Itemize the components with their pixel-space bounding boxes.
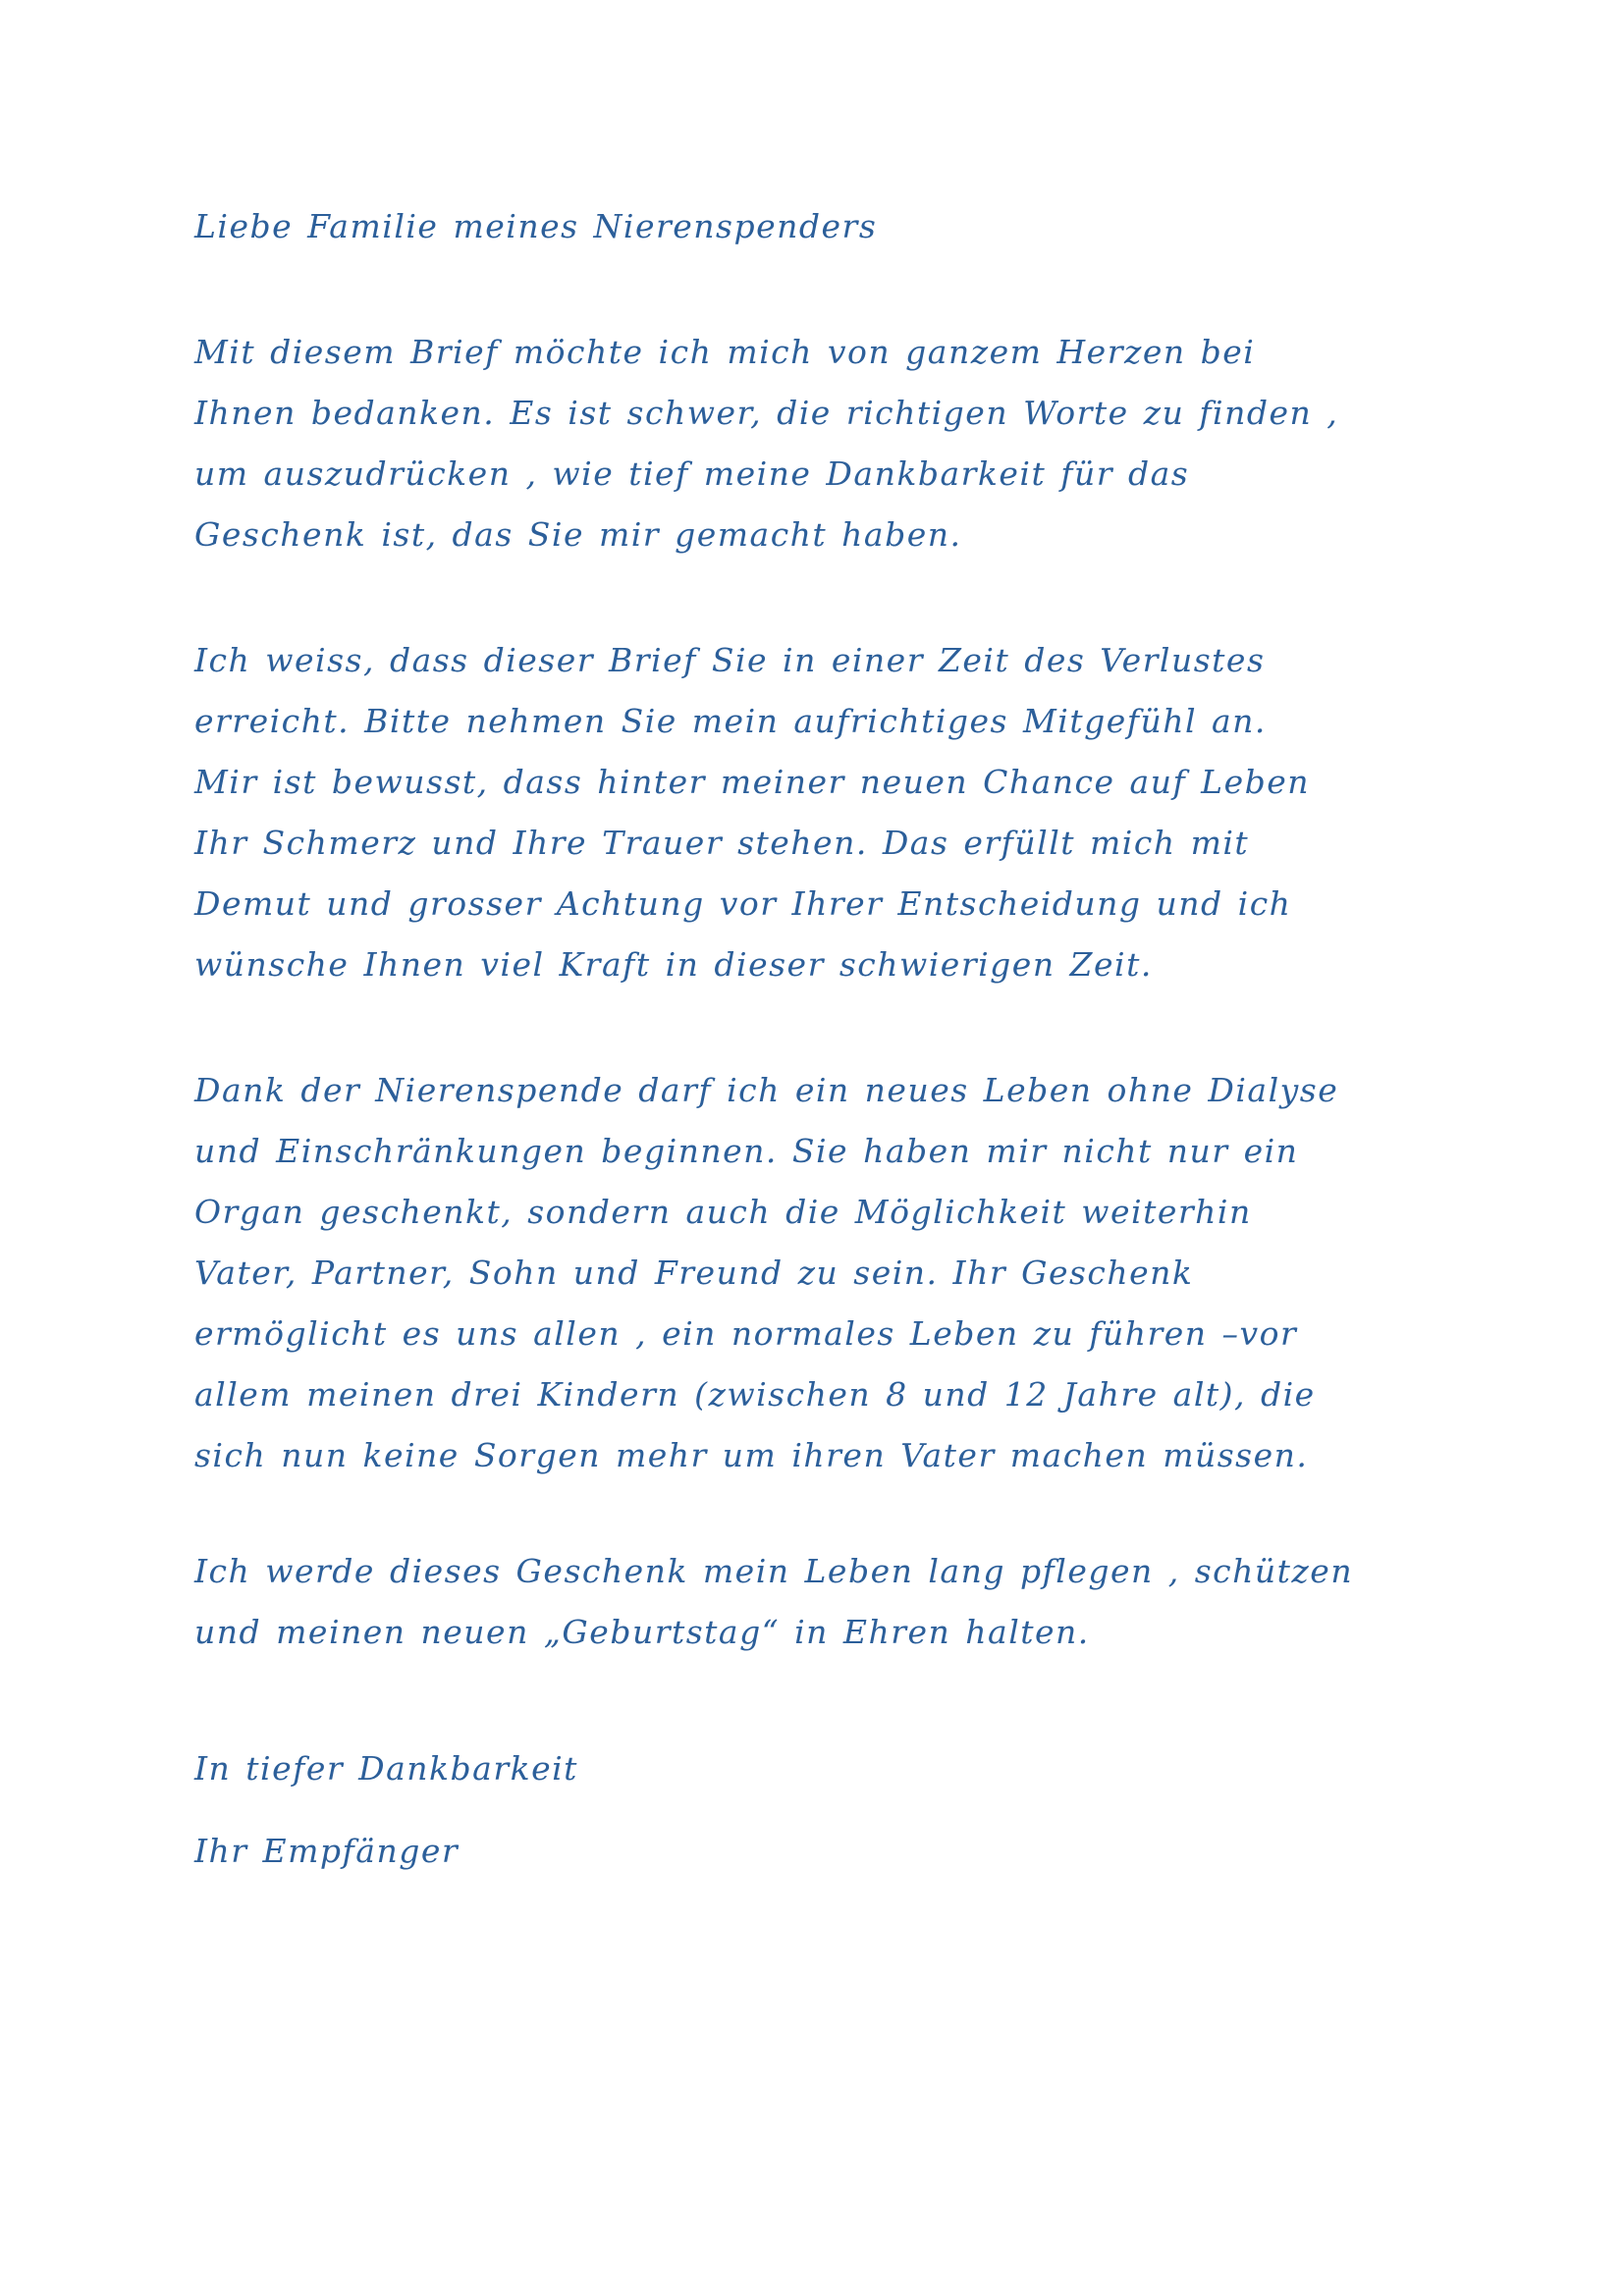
text-line: ermöglicht es uns allen , ein normales Leben zu führen –vor [194,1314,1298,1353]
text-line: Mir ist bewusst, dass hinter meiner neuen Chance auf Leben [194,763,1311,801]
paragraph-condolence [194,630,1471,995]
text-line: allem meinen drei Kindern (zwischen 8 und 12 Jahre alt), die [194,1375,1316,1414]
paragraph-new-life [194,1060,1471,1486]
text-line: Vater, Partner, Sohn und Freund zu sein. Ihr Geschenk [194,1254,1194,1292]
text-line: Ihr Schmerz und Ihre Trauer stehen. Das erfüllt mich mit [194,824,1250,862]
text-line: Dank der Nierenspende darf ich ein neues Leben ohne Dialyse [194,1071,1339,1109]
signature: Ihr Empfänger [194,1832,460,1870]
text-line: und meinen neuen „Geburtstag“ in Ehren halten. [194,1613,1090,1651]
text-line: Ich werde dieses Geschenk mein Leben lang pflegen , schützen [194,1552,1354,1590]
paragraph-thanks [194,322,1471,565]
text-line: Ich weiss, dass dieser Brief Sie in einer Zeit des Verlustes [194,641,1266,679]
text-line: erreicht. Bitte nehmen Sie mein aufrichtiges Mitgefühl an. [194,702,1267,740]
text-line: Mit diesem Brief möchte ich mich von ganzem Herzen bei [194,333,1256,371]
text-line: und Einschränkungen beginnen. Sie haben mir nicht nur ein [194,1132,1299,1170]
text-line: wünsche Ihnen viel Kraft in dieser schwierigen Zeit. [194,945,1153,984]
salutation: Liebe Familie meines Nierenspenders [194,207,878,245]
paragraph-promise [194,1541,1471,1663]
letter-body [194,196,1471,1893]
text-line: um auszudrücken , wie tief meine Dankbarkeit für das [194,454,1190,493]
text-line: Demut und grosser Achtung vor Ihrer Entscheidung und ich [194,884,1292,923]
letter-closing [194,1728,1471,1893]
text-line: sich nun keine Sorgen mehr um ihren Vater machen müssen. [194,1436,1309,1474]
closing-phrase: In tiefer Dankbarkeit [194,1749,578,1788]
text-line: Geschenk ist, das Sie mir gemacht haben. [194,515,962,554]
text-line: Organ geschenkt, sondern auch die Möglichkeit weiterhin [194,1193,1252,1231]
text-line: Ihnen bedanken. Es ist schwer, die richtigen Worte zu finden , [194,394,1339,432]
